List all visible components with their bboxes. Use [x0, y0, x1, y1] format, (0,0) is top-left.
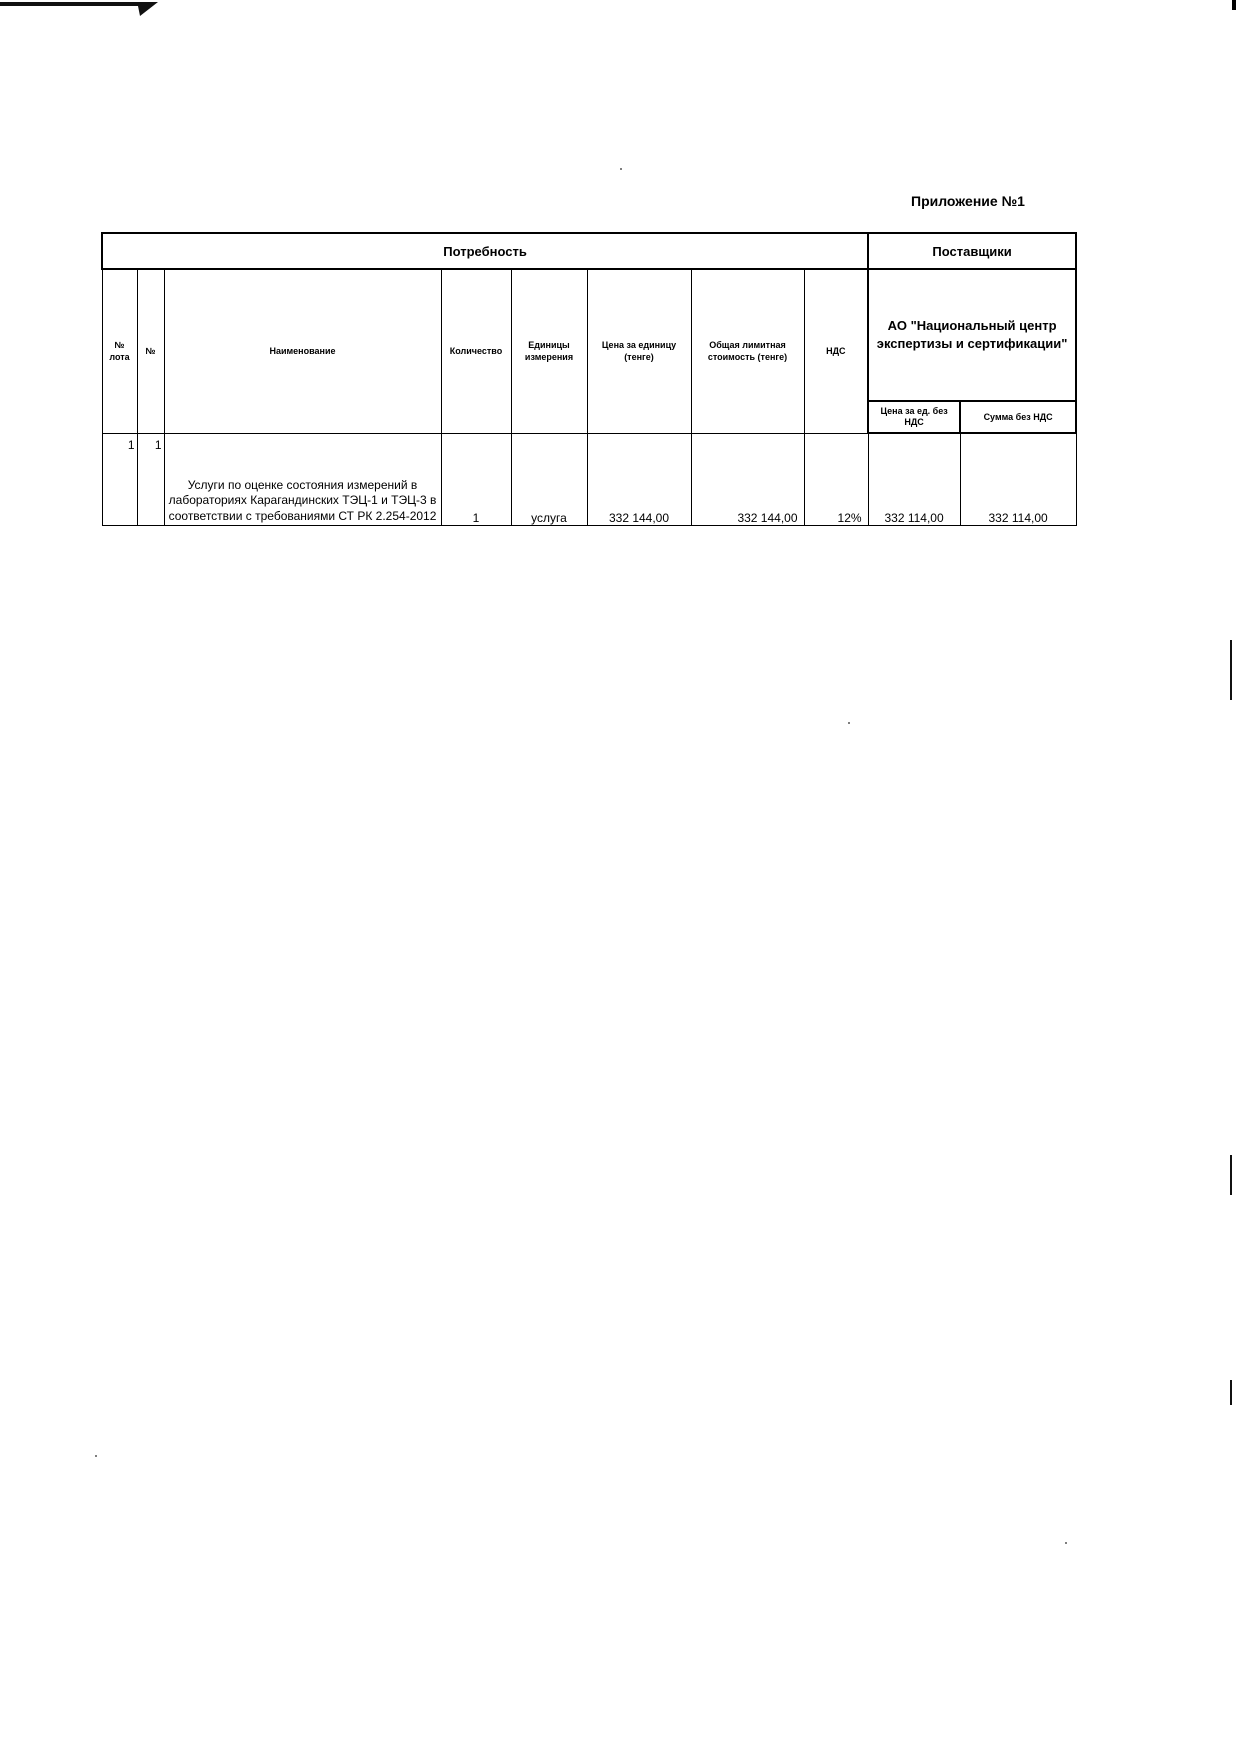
group-header-suppliers: Поставщики — [868, 233, 1076, 269]
scan-edge-line — [1230, 1155, 1232, 1195]
cell-name: Услуги по оценке состояния измерений в лабораториях Карагандинских ТЭЦ-1 и ТЭЦ-3 в соответствии с требованиями СТ РК 2.254-2012 — [164, 433, 441, 525]
supplier-sum-header: Сумма без НДС — [960, 401, 1076, 433]
scan-corner-mark — [0, 0, 160, 18]
cell-lot-no: 1 — [102, 433, 137, 525]
scan-speck — [848, 722, 850, 724]
column-header-no: № — [137, 269, 164, 433]
cell-unit: услуга — [511, 433, 587, 525]
cell-total-limit: 332 144,00 — [691, 433, 804, 525]
cell-vat: 12% — [804, 433, 868, 525]
table-row — [102, 433, 1076, 525]
column-header-unit-price: Цена за единицу (тенге) — [587, 269, 691, 433]
supplier-name: АО "Национальный центр экспертизы и сертификации" — [868, 269, 1076, 401]
cell-unit-price: 332 144,00 — [587, 433, 691, 525]
cell-supplier-price: 332 114,00 — [868, 433, 960, 525]
column-header-lot-no: № лота — [102, 269, 137, 433]
scan-edge-mark — [1232, 0, 1236, 10]
cell-supplier-sum: 332 114,00 — [960, 433, 1076, 525]
cell-no: 1 — [137, 433, 164, 525]
supplier-price-header: Цена за ед. без НДС — [868, 401, 960, 433]
column-header-quantity: Количество — [441, 269, 511, 433]
column-header-name: Наименование — [164, 269, 441, 433]
cell-quantity: 1 — [441, 433, 511, 525]
scan-edge-line — [1230, 1380, 1232, 1405]
group-header-need: Потребность — [102, 233, 868, 269]
requisition-table — [101, 232, 1077, 526]
scan-speck — [620, 168, 622, 170]
scan-speck — [95, 1455, 97, 1457]
column-header-vat: НДС — [804, 269, 868, 433]
annex-label: Приложение №1 — [911, 193, 1025, 209]
scan-speck — [1065, 1542, 1067, 1544]
column-header-unit: Единицы измерения — [511, 269, 587, 433]
column-header-total-limit: Общая лимитная стоимость (тенге) — [691, 269, 804, 433]
scan-edge-line — [1230, 640, 1232, 700]
